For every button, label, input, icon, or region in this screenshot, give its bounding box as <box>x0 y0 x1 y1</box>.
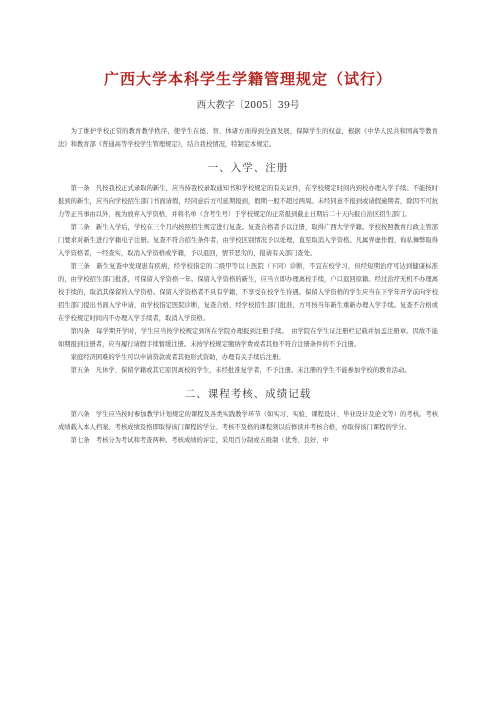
article-paragraph: 第二条 新生入学后，学校在三个月内按照招生规定进行复查。复查合格者予以注册，取得广西大学学籍。学校按照教育行政主管部门要求对新生进行学籍电子注册。复查不符合招生条件者，由学校区别情况予以处理，直至取消入学资格。凡属弄虚作假、徇私舞弊取得入学资格者，一经查实，取消入学资格或学籍，予以退回，情节恶劣的，报请有关部门查处。 <box>58 224 438 257</box>
article-paragraph: 第五条 凡休学、保留学籍或其它原因离校的学生，未经批准复学者，不予注册。未注册的学生不能参加学校的教育活动。 <box>70 367 411 374</box>
section-heading-enrollment: 一、入学、注册 <box>207 162 289 174</box>
article-paragraph: 第四条 每学期开学时，学生应当按学校规定到所在学院办理报到注册手续。 由学院在学生证注册栏记载并加盖注册章。因故不能如期报到注册者，应当履行请假手续暂缓注册。未按学校规定缴纳学费或者其他不符合注册条件的不予注册。 <box>58 328 438 348</box>
section-heading-assessment: 二、课程考核、成绩记载 <box>184 388 312 400</box>
article-paragraph: 家庭经济困难的学生可以申请贷款或者其他形式资助，办理有关手续后注册。 <box>70 354 285 361</box>
preamble-paragraph: 为了维护学校正常的教育教学秩序，使学生在德、智、体诸方面得到全面发展，保障学生的权益，根据《中华人民共和国高等教育法》和教育部《普通高等学校学生管理规定》，结合我校情况，特制定本规定。 <box>58 128 438 148</box>
article-paragraph: 第六条 学生应当按时参加教学计划规定的课程及各类实践教学环节（如实习、实验、课程设计、毕业设计及论文等）的考核。考核成绩载入本人档案。考核成绩及格即取得该门课程的学分。考核不及格的课程须以后修读并考核合格，亦取得该门课程的学分。 <box>58 411 438 431</box>
article-paragraph: 第七条 考核分为考试和考查两种。考核成绩的评定，采用百分制或五级制（优秀、良好、中 <box>70 437 329 444</box>
article-paragraph: 第一条 凡按我校正式录取的新生，应当持我校录取通知书和学校规定的有关证件，在学校规定时间内到校办理入学手续。不能按时报到的新生，应当向学校招生部门书面请假，经同意后方可延期报到，假期一般不超过两周。未经同意不报到或请假逾期者，除因不可抗力等正当事由以外，视为放弃入学资格，并将名单（含考生号）于学校规定的正常报到截止日期后二十天内报自治区招生部门。 <box>58 185 438 218</box>
document-title: 广西大学本科学生学籍管理规定（试行） <box>103 70 392 88</box>
document-number: 西大教字〔2005〕39号 <box>196 100 300 111</box>
article-paragraph: 第三条 新生复查中发现患有疾病，经学校指定的二级甲等以上医院（下同）诊断，不宜在校学习，但经短期治疗可达到健康标准的，由学校招生部门批准，可保留入学资格一年。保留入学资格的新生，应当立即办理离校手续，户口退回原籍。经过治疗无机不办理离校手续的，取消其保留的入学资格。保留入学资格者不具有学籍，不享受在校学生待遇。保留入学资格的学生应当在下学年开学前向学校招生部门提出书面入学申请，由学校指定医院诊断，复查合格，经学校招生部门批准，方可按当年新生重新办理入学手续。复查不合格或在学校规定时间内不办理入学手续者，取消入学资格。 <box>58 263 438 322</box>
